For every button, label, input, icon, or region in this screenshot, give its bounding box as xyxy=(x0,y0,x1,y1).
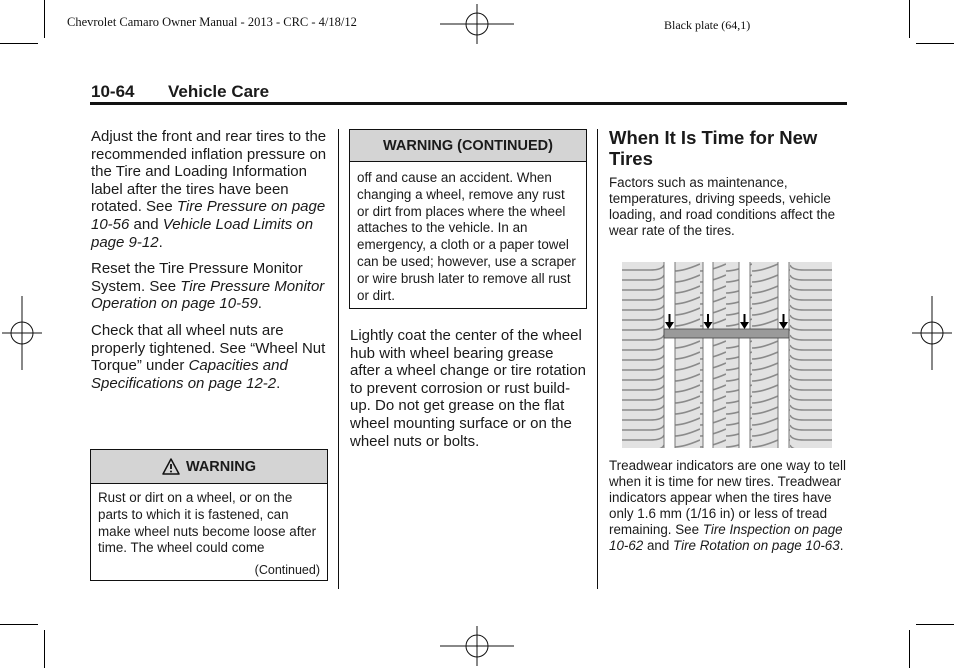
paragraph-check-nuts: Check that all wheel nuts are properly tightened. See “Wheel Nut Torque” under Capacities and Specifications on page 12-2. xyxy=(91,321,326,392)
warning-continued-box xyxy=(349,129,587,309)
warning-body: Rust or dirt on a wheel, or on the parts to which it is fastened, can make wheel nuts become loose after time. The wheel could come xyxy=(98,490,317,556)
crop-mark xyxy=(909,630,910,668)
cross-reference-link[interactable]: Tire Pressure Monitor Operation on page 10-59 xyxy=(91,277,325,313)
warning-header xyxy=(91,450,327,484)
registration-mark-icon xyxy=(912,296,952,370)
figure-caption: Treadwear indicators are one way to tell when it is time for new tires. Treadwear indicators appear when the tires have only 1.6 mm (1/16 in) or less of tread remaining. See Tire Inspection on page 10-62 and Tire Rotation on page 10-63. xyxy=(609,458,846,553)
paragraph-reset-tpms: Reset the Tire Pressure Monitor System. See Tire Pressure Monitor Operation on page 10-59. xyxy=(91,260,325,313)
column-divider xyxy=(338,129,339,589)
registration-mark-icon xyxy=(440,626,514,666)
tire-treadwear-indicator-illustration-icon xyxy=(622,262,832,448)
warning-title: WARNING xyxy=(185,458,257,475)
print-header-left: Chevrolet Camaro Owner Manual - 2013 - CRC - 4/18/12 xyxy=(67,15,357,29)
subsection-title: When It Is Time for New Tires xyxy=(609,127,818,169)
paragraph-wheel-hub: Lightly coat the center of the wheel hub with wheel bearing grease after a wheel change or tire rotation to prevent corrosion or rust build-up. Do not get grease on the flat wheel mounting surface or on the wheel nuts or bolts. xyxy=(350,327,586,450)
cross-reference-link[interactable]: Tire Inspection on page 10-62 xyxy=(609,522,843,553)
header-rule xyxy=(90,102,847,105)
crop-mark xyxy=(0,624,38,625)
warning-triangle-icon xyxy=(162,458,180,475)
page-number: 10-64 xyxy=(91,82,135,101)
warning-box xyxy=(90,449,328,581)
warning-continued-title: WARNING (CONTINUED) xyxy=(383,137,553,154)
middle-column-paragraph xyxy=(350,327,586,459)
registration-mark-icon xyxy=(2,296,42,370)
warning-continued-body: off and cause an accident. When changing a wheel, remove any rust or dirt from places where the wheel attaches to the vehicle. In an emergency, a cloth or a paper towel can be used; however, use a scraper or wire brush later to remove all rust or dirt. xyxy=(357,170,576,303)
intro-paragraph: Factors such as maintenance, temperatures, driving speeds, vehicle loading, and road conditions affect the wear rate of the tires. xyxy=(609,175,836,238)
right-column xyxy=(609,127,849,239)
paragraph-adjust-tires: Adjust the front and rear tires to the recommended inflation pressure on the Tire and Loading Information label after the tires have been rotated. See Tire Pressure on page 10-56 and Vehicle Load Limits on page 9-12. xyxy=(91,128,327,251)
crop-mark xyxy=(909,0,910,38)
crop-mark xyxy=(916,43,954,44)
print-header-right: Black plate (64,1) xyxy=(664,18,751,32)
cross-reference-link[interactable]: Tire Rotation on page 10-63 xyxy=(673,538,840,553)
crop-mark xyxy=(44,0,45,38)
registration-mark-icon xyxy=(440,4,514,44)
crop-mark xyxy=(916,624,954,625)
column-divider xyxy=(597,129,598,589)
continued-label: (Continued) xyxy=(254,563,320,577)
section-title: Vehicle Care xyxy=(168,82,270,101)
crop-mark xyxy=(0,43,38,44)
warning-continued-header xyxy=(350,130,586,162)
crop-mark xyxy=(44,630,45,668)
cross-reference-link[interactable]: Capacities and Specifications on page 12-2 xyxy=(91,357,288,392)
left-column xyxy=(91,128,327,401)
cross-reference-link[interactable]: Vehicle Load Limits on page 9-12 xyxy=(91,215,314,251)
cross-reference-link[interactable]: Tire Pressure on page 10-56 xyxy=(91,198,326,233)
